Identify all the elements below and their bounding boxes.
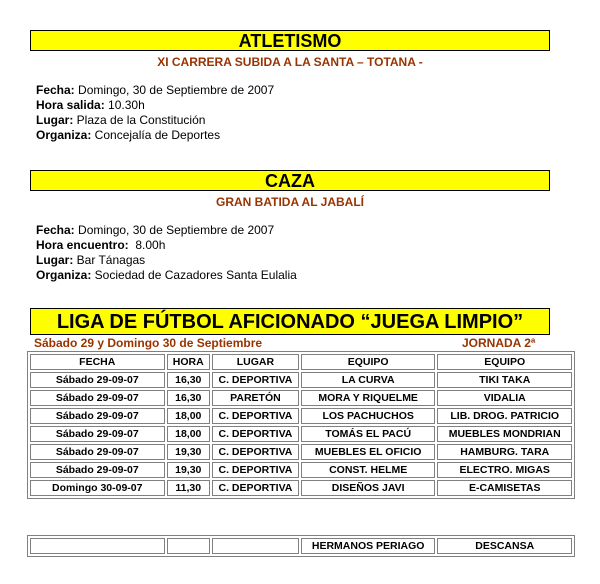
cell-lugar: PARETÓN <box>212 390 299 406</box>
cell-hora: 19,30 <box>167 444 210 460</box>
cell-equipo-visitante: TIKI TAKA <box>437 372 572 388</box>
header-fecha: FECHA <box>30 354 165 370</box>
header-hora: HORA <box>167 354 210 370</box>
cell-equipo-local: DISEÑOS JAVI <box>301 480 436 496</box>
caza-organiza: Organiza: Sociedad de Cazadores Santa Eulalia <box>36 268 297 282</box>
cell-fecha: Domingo 30-09-07 <box>30 480 165 496</box>
cell-hora: 16,30 <box>167 372 210 388</box>
table-row <box>30 372 572 388</box>
caza-info <box>36 223 297 283</box>
cell-fecha: Sábado 29-09-07 <box>30 390 165 406</box>
bye-cell-fecha <box>30 538 165 554</box>
bye-cell-hora <box>167 538 210 554</box>
atletismo-lugar: Lugar: Plaza de la Constitución <box>36 113 206 127</box>
atletismo-banner <box>30 30 550 51</box>
cell-lugar: C. DEPORTIVA <box>212 444 299 460</box>
table-row <box>30 390 572 406</box>
cell-fecha: Sábado 29-09-07 <box>30 426 165 442</box>
matches-table <box>27 351 575 499</box>
matches-header-row <box>30 354 572 370</box>
caza-fecha: Fecha: Domingo, 30 de Septiembre de 2007 <box>36 223 275 237</box>
header-lugar: LUGAR <box>212 354 299 370</box>
cell-hora: 19,30 <box>167 462 210 478</box>
table-row <box>30 426 572 442</box>
cell-lugar: C. DEPORTIVA <box>212 408 299 424</box>
caza-banner <box>30 170 550 191</box>
atletismo-subtitle: XI CARRERA SUBIDA A LA SANTA – TOTANA - <box>157 55 423 69</box>
cell-equipo-visitante: HAMBURG. TARA <box>437 444 572 460</box>
table-row <box>30 444 572 460</box>
liga-jornada: JORNADA 2ª <box>462 336 536 350</box>
cell-fecha: Sábado 29-09-07 <box>30 408 165 424</box>
liga-title: LIGA DE FÚTBOL AFICIONADO “JUEGA LIMPIO” <box>56 311 524 333</box>
cell-equipo-visitante: VIDALIA <box>437 390 572 406</box>
cell-equipo-visitante: E-CAMISETAS <box>437 480 572 496</box>
bye-row <box>30 538 572 554</box>
atletismo-hora: Hora salida: 10.30h <box>36 98 145 112</box>
caza-lugar: Lugar: Bar Tánagas <box>36 253 146 267</box>
cell-fecha: Sábado 29-09-07 <box>30 372 165 388</box>
cell-equipo-visitante: ELECTRO. MIGAS <box>437 462 572 478</box>
liga-dates: Sábado 29 y Domingo 30 de Septiembre <box>34 336 263 350</box>
cell-fecha: Sábado 29-09-07 <box>30 444 165 460</box>
cell-hora: 16,30 <box>167 390 210 406</box>
caza-hora: Hora encuentro: 8.00h <box>36 238 166 252</box>
liga-banner <box>30 308 550 335</box>
header-equipo-local: EQUIPO <box>301 354 436 370</box>
cell-equipo-local: TOMÁS EL PACÚ <box>301 426 436 442</box>
bye-table <box>27 535 575 557</box>
table-row <box>30 480 572 496</box>
cell-fecha: Sábado 29-09-07 <box>30 462 165 478</box>
cell-equipo-local: LOS PACHUCHOS <box>301 408 436 424</box>
caza-subtitle: GRAN BATIDA AL JABALÍ <box>216 195 364 209</box>
cell-lugar: C. DEPORTIVA <box>212 372 299 388</box>
cell-equipo-visitante: MUEBLES MONDRIAN <box>437 426 572 442</box>
bye-cell-lugar <box>212 538 299 554</box>
atletismo-fecha: Fecha: Domingo, 30 de Septiembre de 2007 <box>36 83 275 97</box>
atletismo-info <box>36 83 274 143</box>
cell-equipo-local: MORA Y RIQUELME <box>301 390 436 406</box>
cell-equipo-local: CONST. HELME <box>301 462 436 478</box>
caza-title: CAZA <box>265 171 315 191</box>
atletismo-organiza: Organiza: Concejalía de Deportes <box>36 128 221 142</box>
bye-cell-equipo: HERMANOS PERIAGO <box>301 538 436 554</box>
cell-lugar: C. DEPORTIVA <box>212 426 299 442</box>
table-row <box>30 462 572 478</box>
cell-lugar: C. DEPORTIVA <box>212 462 299 478</box>
cell-equipo-local: LA CURVA <box>301 372 436 388</box>
cell-hora: 18,00 <box>167 408 210 424</box>
atletismo-title: ATLETISMO <box>238 31 342 51</box>
table-row <box>30 408 572 424</box>
bye-cell-descansa: DESCANSA <box>437 538 572 554</box>
cell-hora: 11,30 <box>167 480 210 496</box>
cell-hora: 18,00 <box>167 426 210 442</box>
header-equipo-visitante: EQUIPO <box>437 354 572 370</box>
cell-equipo-local: MUEBLES EL OFICIO <box>301 444 436 460</box>
cell-lugar: C. DEPORTIVA <box>212 480 299 496</box>
cell-equipo-visitante: LIB. DROG. PATRICIO <box>437 408 572 424</box>
